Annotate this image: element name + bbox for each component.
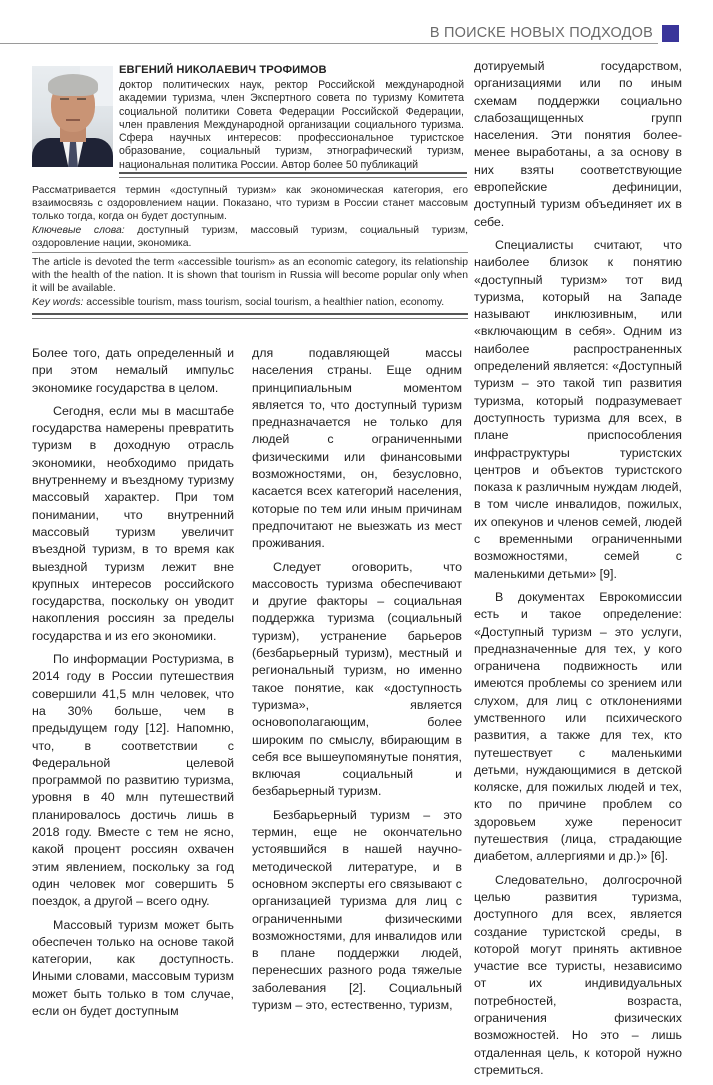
body-column-1 (32, 345, 234, 1026)
author-photo (32, 66, 113, 167)
body-paragraph: Сегодня, если мы в масштабе государства намерены превратить туризм в доходную отрасль экономики, необходимо придать внутреннему и въездному туризму массовый характер. При том понимании, что внутренний массовый туризм увеличит въездной туризм, в то время как выездной туризм лежит вне крупных интересов российского государства, поскольку он уводит накопления россиян за пределы государства и из его экономики. (32, 403, 234, 643)
running-header (0, 22, 713, 44)
abstract-bottom-divider (32, 313, 468, 319)
author-name: ЕВГЕНИЙ НИКОЛАЕВИЧ ТРОФИМОВ (119, 64, 327, 76)
body-paragraph: Безбарьерный туризм – это термин, еще не окончательно устоявшийся в нашей научно-методической литературе, и в основном эксперты его связывают с организацией туризма для лиц с ограниченными физическими возможностями, для инвалидов или в плане поддержки людей, перенесших разного рода тяжелые заболевания [2]. Социальный туризм – это, естественно, туризм, (252, 807, 462, 1012)
keywords-en (32, 296, 468, 309)
author-bio: доктор политических наук, ректор Российской международной академии туризма, член Экспертного совета по туризму Комитета социальной политики Совета Федерации Российской Федерации, член правления Международной организации социального туризма. Сфера научных интересов: профессиональное туристское образование, социальный туризм, этнографический туризм, национальная политика России. Автор более 50 публикаций (119, 79, 464, 171)
abstract-divider (32, 252, 468, 253)
body-paragraph: Более того, дать определенный и при этом немалый импульс экономике государства в целом. (32, 346, 234, 395)
body-paragraph: В документах Еврокомиссии есть и такое определение: «Доступный туризм – это услуги, предназначенные для тех, у кого ограничена подвижность или имеются проблемы со зрением или слухом, для лиц с отклонениями умственного или психического развития, а также для тех, кто путешествует с маленькими детьми, нуждающимися в детской коляске, для пожилых людей и тех, кто по причине проблем со здоровьем хуже переносит путешествия (лица, страдающие диабетом, аллергиями и др.)» [6]. (474, 589, 682, 864)
body-paragraph: Массовый туризм может быть обеспечен только на основе такой категории, как доступность. Иными словами, массовым туризм может быть только в том случае, если он будет доступным (32, 917, 234, 1018)
body-column-2 (252, 345, 462, 1020)
keywords-en-label: Key words: (32, 297, 84, 308)
keywords-ru-text: доступный туризм, массовый туризм, социальный туризм, оздоровление нации, экономика. (32, 225, 468, 250)
section-color-swatch (662, 25, 679, 42)
body-column-3 (474, 58, 682, 1085)
keywords-en-text: accessible tourism, mass tourism, social tourism, a healthier nation, economy. (83, 297, 445, 308)
header-rule (0, 43, 658, 44)
abstract-ru: Рассматривается термин «доступный туризм» как экономическая категория, его взаимосвязь с оздоровлением нации. Показано, что туризм в России станет массовым только тогда, когда он будет доступным. (32, 185, 468, 223)
body-paragraph: По информации Ростуризма, в 2014 году в России путешествия совершили 41,5 млн человек, что на 30% больше, чем в предыдущем году [12]. Напомню, что, в соответствии с Федеральной целевой программой по развитию туризма, уровня в 40 млн путешествий планировалось достичь лишь в 2018 году. Вместе с тем не ясно, какой процент россиян охвачен этим явлением, поскольку за год один человек мог совершить 5 поездок, а другой – всего одну. (32, 652, 234, 909)
author-divider (119, 172, 467, 178)
section-title: В ПОИСКЕ НОВЫХ ПОДХОДОВ (429, 25, 653, 41)
keywords-ru (32, 224, 468, 250)
body-paragraph: Следует оговорить, что массовость туризма обеспечивают и другие факторы – социальная поддержка туризма (социальный туризм), устранение барьеров (безбарьерный туризм), местный и региональный туризм, но именно такое понятие, как «доступность туризма», является основополагающим, более широким по смыслу, вбирающим в себя все вышеупомянутые понятия, включая социальный и безбарьерный туризм. (252, 559, 462, 799)
body-paragraph: Специалисты считают, что наиболее близок к понятию «доступный туризм» тот вид туризма, который на Западе называют инклюзивным, или «включающим в себя». Одним из наиболее распространенных определений является: «Доступный туризм – это такой тип развития туризма, который подразумевает доступность туризма для всех, в плане приспособления инфраструктуры туристских центров и объектов туристского показа к различным нуждам людей, в том числе инвалидов, пожилых, их опекунов и членов семей, людей с временными ограниченными возможностями, семей с маленькими детьми» [9]. (474, 237, 682, 581)
abstract-en: The article is devoted the term «accessible tourism» as an economic category, its relationship with the health of the nation. It is shown that tourism in Russia will become popular only when it will be available. (32, 257, 468, 295)
keywords-ru-label: Ключевые слова: (32, 225, 125, 236)
body-paragraph: для подавляющей массы населения страны. Еще одним принципиальным моментом является то, что доступный туризм предназначается не только для людей с ограниченными физическими или финансовыми возможностями, он, безусловно, касается всех категорий населения, которые по тем или иным причинам предпочитают не выезжать из мест проживания. (252, 346, 462, 551)
body-paragraph: Следовательно, долгосрочной целью развития туризма, доступного для всех, является создание туристской среды, в которой могут принять активное участие все туристы, независимо от их индивидуальных потребностей, возраста, ограничения физических возможностей. Но это – лишь отдаленная цель, к которой нужно стремиться. (474, 872, 682, 1077)
body-paragraph: дотируемый государством, организациями или по иным схемам поддержки социально слабозащищенных групп населения. Эти понятия более-менее выработаны, а за основу в них взяты соответствующие европейские дефиниции, доступный туризм объединяет их в себе. (474, 59, 682, 229)
